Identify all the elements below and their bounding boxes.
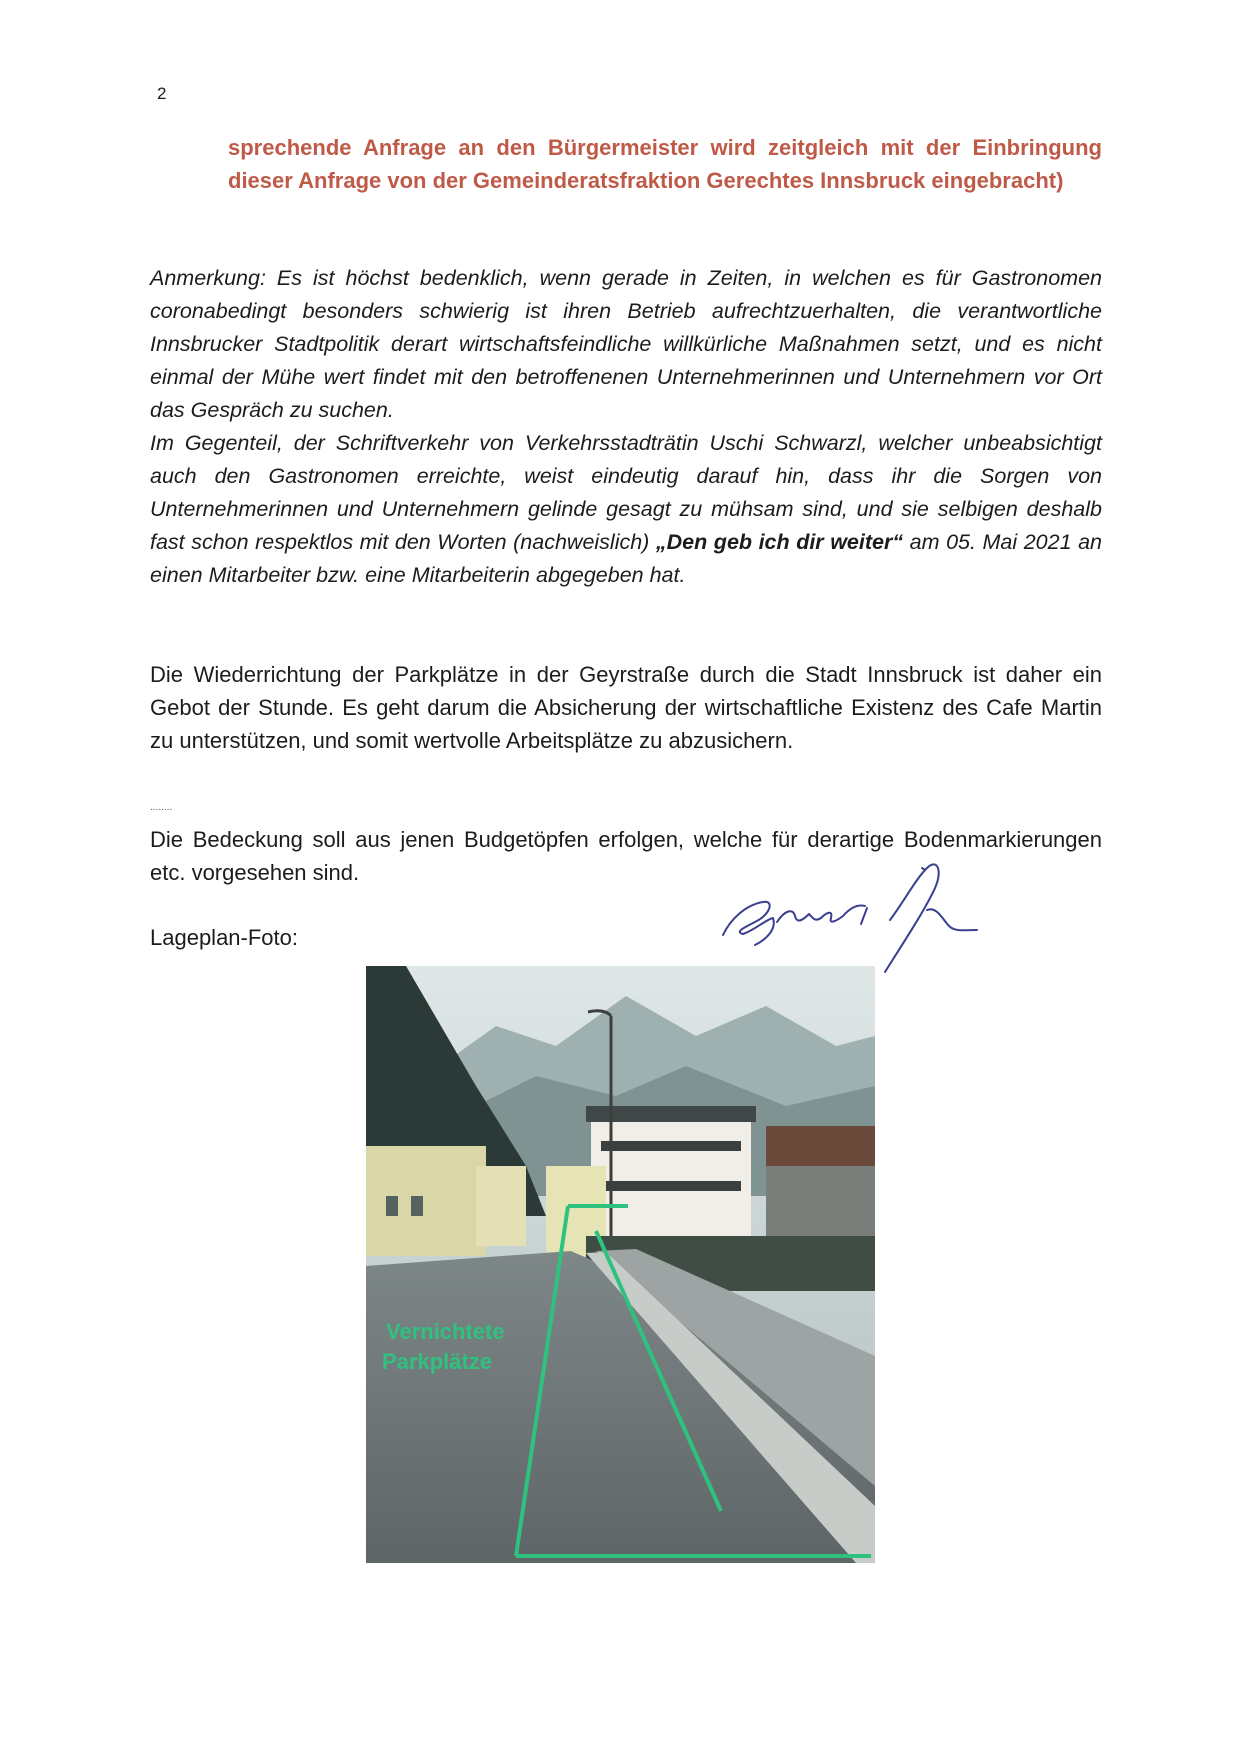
body-paragraph-parking: Die Wiederrichtung der Parkplätze in der Geyrstraße durch die Stadt Innsbruck ist daher ein Gebot der Stunde. Es geht darum die Absicherung der wirtschaftliche Existenz des Cafe Martin zu unterstützen, und somit wertvolle Arbeitsplätze zu abzusichern. xyxy=(150,662,1102,753)
photo-overlay-line-1: Vernichtete xyxy=(386,1319,505,1344)
request-continuation: sprechende Anfrage an den Bürgermeister wird zeitgleich mit der Einbringung dieser Anfrage von der Gemeinderatsfraktion Gerechtes Innsbruck eingebracht) xyxy=(228,135,1102,193)
remark-paragraph-2 xyxy=(150,427,1102,592)
remark-text-end: am 05. Mai 2021 an einen Mitarbeiter bzw. eine Mitarbeiterin abgegeben hat. xyxy=(150,530,1102,587)
remark-block xyxy=(150,262,1102,592)
photo-overlay-line-2: Parkplätze xyxy=(382,1349,493,1374)
remark-paragraph-1: Anmerkung: Es ist höchst bedenklich, wenn gerade in Zeiten, in welchen es für Gastronomen coronabedingt besonders schwierig ist ihren Betrieb aufrechtzuerhalten, die verantwortliche Innsbrucker Stadtpolitik derart wirtschaftsfeindliche willkürliche Maßnahmen setzt, und es nicht einmal der Mühe wert findet mit den betroffenenen Unternehmerinnen und Unternehmern vor Ort das Gespräch zu suchen. xyxy=(150,266,1102,422)
remark-text-start: Im Gegenteil, der Schriftverkehr von Verkehrsstadträtin Uschi Schwarzl, welcher unbeabsichtigt auch den Gastronomen erreichte, weist eindeutig darauf hin, dass ihr die Sorgen von Unternehmerinnen und Unternehmern gelinde gesagt zu mühsam sind, und sie selbigen deshalb fast schon respektlos mit den Worten (nachweislich) xyxy=(150,431,1102,554)
photo-caption: Lageplan-Foto: xyxy=(150,925,298,950)
remark-quote: „Den geb ich dir weiter“ xyxy=(655,530,904,554)
page-number: 2 xyxy=(157,84,167,103)
site-plan-photo xyxy=(366,966,875,1563)
separator-dots: ........ xyxy=(150,802,173,813)
body-paragraph-budget: Die Bedeckung soll aus jenen Budgetöpfen erfolgen, welche für derartige Bodenmarkierungen etc. vorgesehen sind. xyxy=(150,827,1102,885)
